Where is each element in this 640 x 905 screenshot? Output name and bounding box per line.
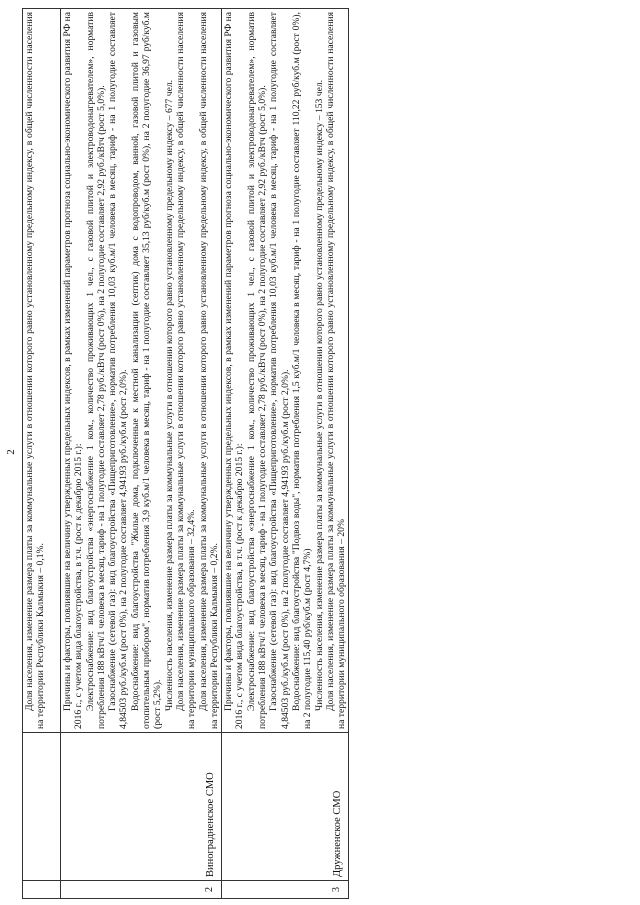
description-paragraph: Численность населения, изменение размера платы за коммунальные услуги в отношении которого равно установленному предельному индексу – 153 чел.	[313, 79, 325, 711]
description-cell	[222, 9, 349, 733]
page-number: 2	[5, 449, 17, 455]
row-number: 3	[222, 881, 349, 899]
table-row	[222, 9, 349, 899]
indices-table	[22, 8, 349, 899]
description-paragraph: Доля населения, изменение размера платы за коммунальные услуги в отношении которого равно установленному предельному индексу, в общей численности населения на территории Республики Калмыкия – 0,1%.	[24, 12, 47, 729]
description-cell	[61, 9, 222, 733]
description-paragraph: Причины и факторы, повлиявшие на величину утвержденных предельных индексов, в рамках изменений параметров прогноза социально-экономического развития РФ на 2016 г., с учетом вида благоустройства, в т.ч. (рост к декабрю 2015 г.):	[62, 12, 85, 729]
description-paragraph: Численность населения, изменение размера платы за коммунальные услуги в отношении которого равно установленному предельному индексу – 677 чел.	[163, 79, 175, 711]
description-paragraph: Газоснабжение (сетевой газ): вид благоустройства «Пищеприготовление», норматив потребления 10,03 куб.м/1 человека в месяц, тариф - на 1 полугодие составляет 4,84503 руб./куб.м (рост 0%), на 2 полугодие составляет 4,94193 руб./куб.м (рост 2,0%).	[107, 12, 130, 729]
description-paragraph: Газоснабжение (сетевой газ): вид благоустройства «Пищеприготовление», норматив потребления 10,03 куб.м/1 человека в месяц, тариф - на 1 полугодие составляет 4,84503 руб./куб.м (рост 0%), на 2 полугодие составляет 4,94193 руб./куб.м (рост 2,0%).	[268, 12, 291, 729]
description-paragraph: Водоснабжение: вид благоустройства "Жилые дома, подключенные к местной канализации (септик) дома с водопроводом, ванной, газовой плитой и газовым отопительным прибором", норматив потребления 3,9 куб.м/1 человека в месяц, тариф - на 1 полугодие составляет 35,13 руб/куб.м (рост 0%), на 2 полугодие 36,97 руб/куб.м (рост 5,2%).	[129, 12, 164, 729]
description-paragraph: Доля населения, изменение размера платы за коммунальные услуги в отношении которого равно установленному предельному индексу, в общей численности населения на территории муниципального образования – 32,4%.	[174, 12, 198, 729]
description-paragraph: Электроснабжение: вид благоустройства «энергоснабжение 1 ком., количество проживающих 1 чел., с газовой плитой и электроводонагревателем», норматив потребления 188 кВтч/1 человека в месяц, тариф - на 1 полугодие составляет 2,78 руб./кВтч (рост 0%), на 2 полугодие составляет 2,92 руб./кВтч (рост 5,0%).	[84, 12, 107, 729]
municipality-name	[23, 733, 61, 881]
description-paragraph: Доля населения, изменение размера платы за коммунальные услуги в отношении которого равно установленному предельному индексу, в общей численности населения на территории Республики Калмыкия – 0,2%.	[197, 12, 220, 729]
indices-table-body	[23, 9, 349, 899]
table-row	[61, 9, 222, 899]
description-paragraph: Доля населения, изменение размера платы за коммунальные услуги в отношении которого равно установленному предельному индексу, в общей численности населения на территории муниципального образования – 20%	[324, 12, 348, 729]
municipality-name: Дружненское СМО	[222, 733, 349, 881]
table-row	[23, 9, 61, 899]
municipality-name: Виноградненское СМО	[61, 733, 222, 881]
row-number: 2	[61, 881, 222, 899]
description-paragraph: Водоснабжение: вид благоустройства "Подвоз воды", норматив потребления 1,5 куб.м/1 человека в месяц, тариф - на 1 полугодие составляет 110,22 руб/куб.м (рост 0%), на 2 полугодие 115,40 руб/куб.м (рост 4,7%)	[290, 12, 314, 729]
description-paragraph: Электроснабжение: вид благоустройства «энергоснабжение 1 ком., количество проживающих 1 чел., с газовой плитой и электроводонагревателем», норматив потребления 188 кВтч/1 человека в месяц, тариф - на 1 полугодие составляет 2,78 руб./кВтч (рост 0%), на 2 полугодие составляет 2,92 руб./кВтч (рост 5,0%).	[245, 12, 269, 729]
row-number	[23, 881, 61, 899]
description-cell	[23, 9, 61, 733]
description-paragraph: Причины и факторы, повлиявшие на величину утвержденных предельных индексов, в рамках изменений параметров прогноза социально-экономического развития РФ на 2016 г., с учетом вида благоустройства, в т.ч. (рост к декабрю 2015 г.):	[223, 12, 246, 729]
